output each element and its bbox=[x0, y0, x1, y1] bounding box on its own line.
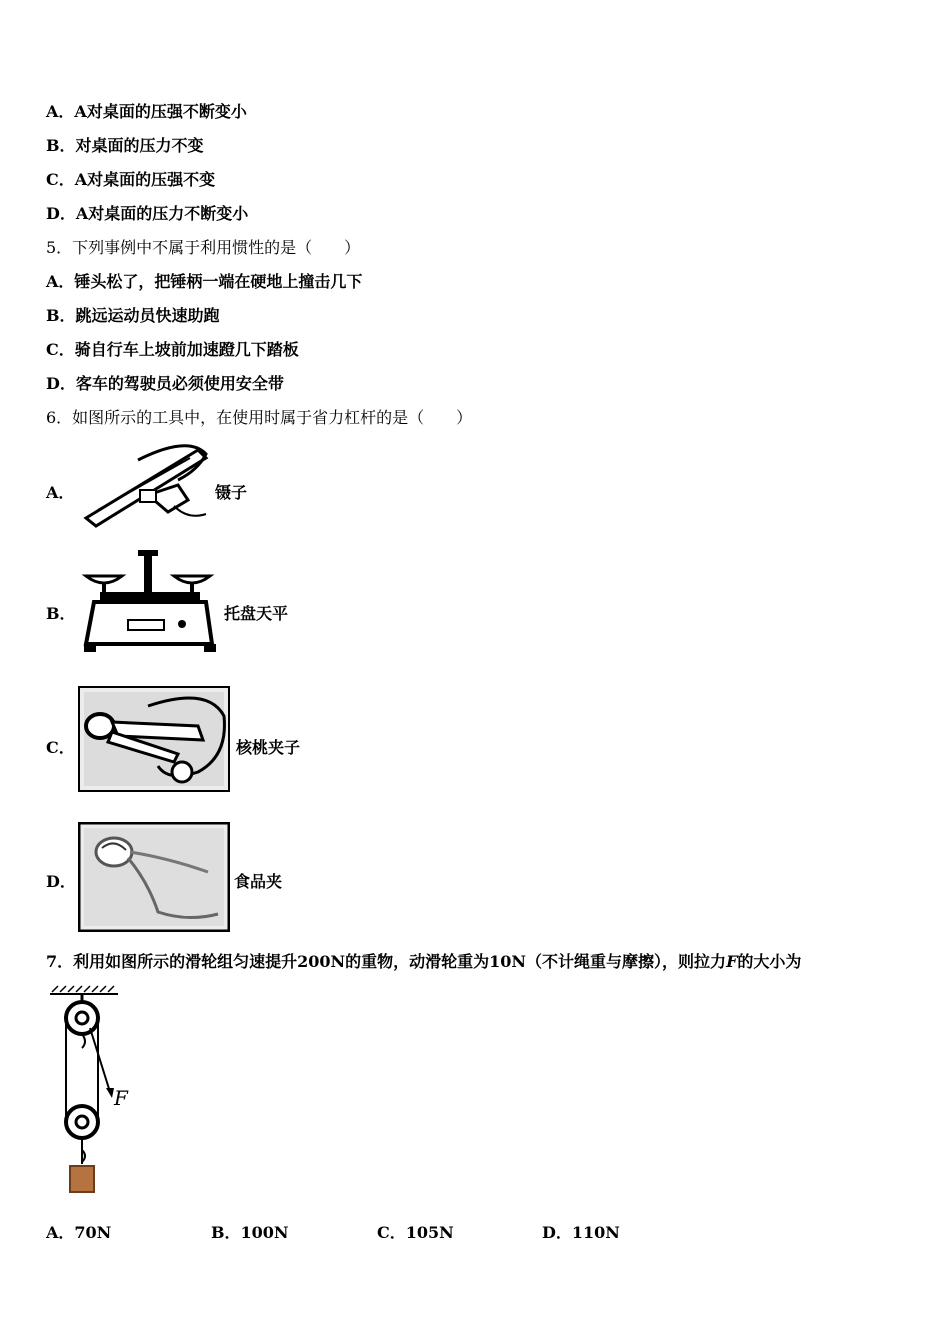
q5-option-a: A．锤头松了，把锤柄一端在硬地上撞击几下 bbox=[46, 272, 363, 291]
q7-answer-d: D．110N bbox=[542, 1223, 620, 1242]
q4-option-d: D．A对桌面的压力不断变小 bbox=[46, 204, 249, 223]
q6-stem: 6．如图所示的工具中，在使用时属于省力杠杆的是（ ） bbox=[46, 408, 473, 427]
q6-option-d-label: D． bbox=[46, 872, 76, 891]
q7-stem-var: F bbox=[726, 952, 738, 971]
q7-stem-after: 的大小为 bbox=[737, 952, 802, 971]
balance-scale-image bbox=[80, 548, 220, 656]
food-tongs-image bbox=[78, 822, 230, 932]
q5-option-b: B．跳远运动员快速助跑 bbox=[46, 306, 220, 325]
q6-option-b-caption: 托盘天平 bbox=[224, 604, 289, 623]
q7-answer-a: A．70N bbox=[46, 1223, 112, 1242]
q7-stem-before: 7．利用如图所示的滑轮组匀速提升200N的重物，动滑轮重为10N（不计绳重与摩擦），则拉力 bbox=[46, 952, 727, 971]
q4-option-b: B．对桌面的压力不变 bbox=[46, 136, 204, 155]
q6-option-c-label: C． bbox=[46, 738, 75, 757]
tweezers-image bbox=[78, 440, 213, 530]
nutcracker-image bbox=[78, 686, 230, 792]
pulley-system-diagram bbox=[44, 984, 144, 1198]
q7-stem bbox=[46, 952, 801, 972]
q5-option-c: C．骑自行车上坡前加速蹬几下踏板 bbox=[46, 340, 299, 359]
q6-option-b-label: B． bbox=[46, 604, 76, 623]
q6-option-c-caption: 核桃夹子 bbox=[236, 738, 301, 757]
q5-option-d: D．客车的驾驶员必须使用安全带 bbox=[46, 374, 284, 393]
force-label: F bbox=[114, 1086, 128, 1110]
q7-answer-b: B．100N bbox=[211, 1223, 289, 1242]
q5-stem: 5．下列事例中不属于利用惯性的是（ ） bbox=[46, 238, 361, 257]
q4-option-c: C．A对桌面的压强不变 bbox=[46, 170, 216, 189]
q6-option-a-caption: 镊子 bbox=[215, 483, 248, 502]
q4-option-a: A．A对桌面的压强不断变小 bbox=[46, 102, 247, 121]
q7-answer-c: C．105N bbox=[377, 1223, 454, 1242]
q6-option-a-label: A． bbox=[46, 483, 75, 502]
q6-option-d-caption: 食品夹 bbox=[234, 872, 283, 891]
